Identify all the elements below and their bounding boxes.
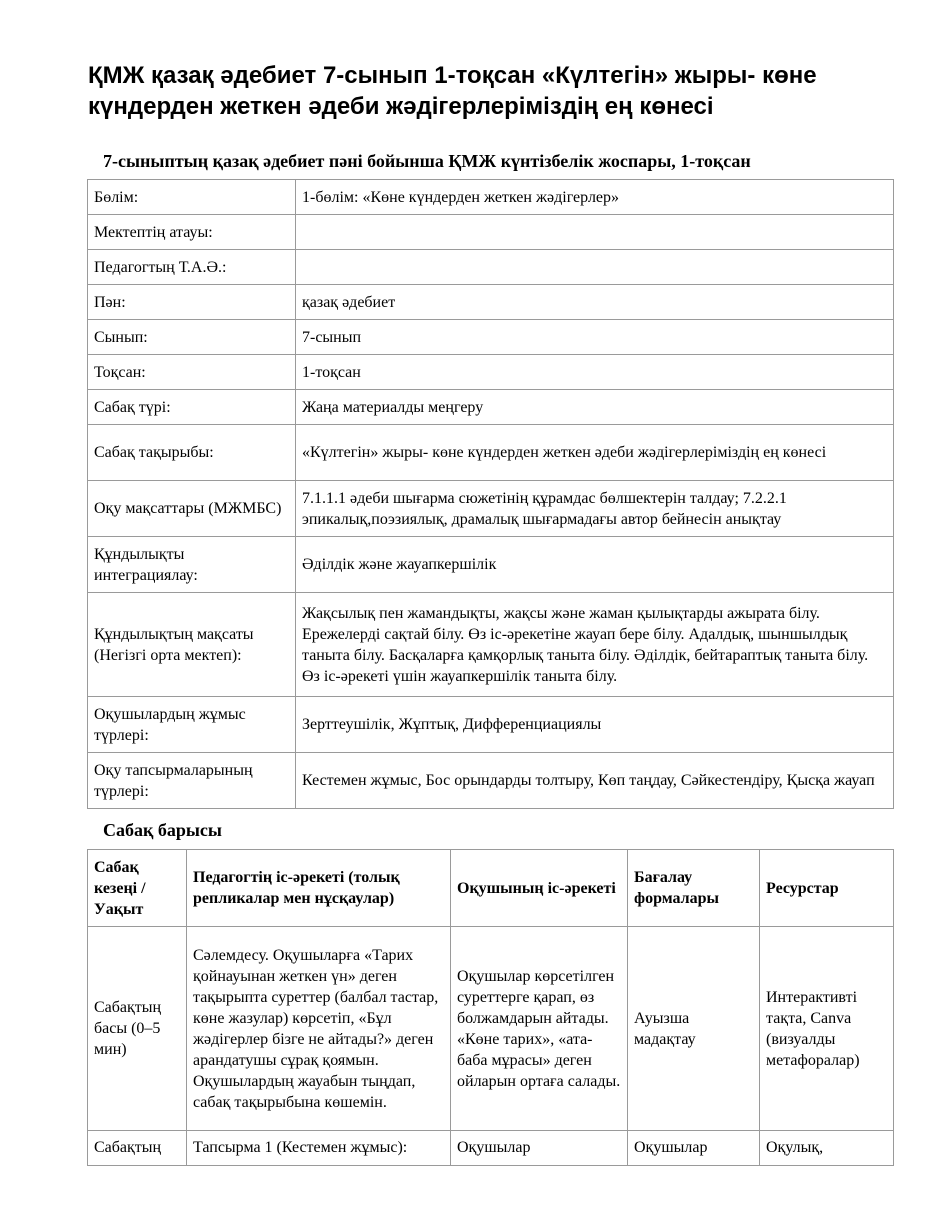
- lesson-header-cell: Оқушының іс-әрекеті: [451, 850, 628, 927]
- info-label: Оқушылардың жұмыс түрлері:: [88, 697, 296, 753]
- lesson-cell: Оқулық,: [760, 1131, 894, 1166]
- info-row: [88, 355, 894, 390]
- lesson-cell: Ауызша мадақтау: [628, 927, 760, 1131]
- info-label: Сабақ түрі:: [88, 390, 296, 425]
- info-row: [88, 481, 894, 537]
- info-row: [88, 593, 894, 697]
- lesson-header-cell: Сабақ кезеңі / Уақыт: [88, 850, 187, 927]
- lesson-header-cell: Ресурстар: [760, 850, 894, 927]
- info-row: [88, 180, 894, 215]
- lesson-cell: Оқушылар: [451, 1131, 628, 1166]
- info-label: Тоқсан:: [88, 355, 296, 390]
- info-value: 7.1.1.1 әдеби шығарма сюжетінің құрамдас бөлшектерін талдау; 7.2.2.1 эпикалық,поэзиялық, драмалық шығармадағы автор бейнесін анықтау: [296, 481, 894, 537]
- info-label: Мектептің атауы:: [88, 215, 296, 250]
- info-value: 1-бөлім: «Көне күндерден жеткен жәдігерлер»: [296, 180, 894, 215]
- info-value: Жаңа материалды меңгеру: [296, 390, 894, 425]
- info-value: Әділдік және жауапкершілік: [296, 537, 894, 593]
- info-label: Сабақ тақырыбы:: [88, 425, 296, 481]
- info-row: [88, 537, 894, 593]
- lesson-table: [87, 849, 894, 1166]
- info-value: [296, 215, 894, 250]
- info-value: 7-сынып: [296, 320, 894, 355]
- plan-heading: 7-сыныптың қазақ әдебиет пәні бойынша ҚМЖ күнтізбелік жоспары, 1-тоқсан: [103, 151, 751, 171]
- lesson-header-cell: Бағалау формалары: [628, 850, 760, 927]
- lesson-header-row: [88, 850, 894, 927]
- info-row: [88, 697, 894, 753]
- lesson-cell: Оқушылар көрсетілген суреттерге қарап, өз болжамдарын айтады. «Көне тарих», «ата-баба мұрасы» деген ойларын ортаға салады.: [451, 927, 628, 1131]
- info-value: Зерттеушілік, Жұптық, Дифференциациялы: [296, 697, 894, 753]
- info-row: [88, 320, 894, 355]
- info-label: Құндылықты интеграциялау:: [88, 537, 296, 593]
- info-row: [88, 753, 894, 809]
- info-row: [88, 390, 894, 425]
- lesson-cell: Сәлемдесу. Оқушыларға «Тарих қойнауынан жеткен үн» деген тақырыпта суреттер (балбал тастар, көне жазулар) көрсетіп, «Бұл жәдігерлер бізге не айтады?» деген арандатушы сұрақ қоямын. Оқушылардың жауабын тыңдап, сабақ тақырыбына көшемін.: [187, 927, 451, 1131]
- info-row: [88, 250, 894, 285]
- info-value: Жақсылық пен жамандықты, жақсы және жаман қылықтарды ажырата білу. Ережелерді сақтай білу. Өз іс-әрекетіне жауап бере білу. Адалдық, шыншылдық таныта білу. Басқаларға қамқорлық таныта білу. Әділдік, бейтараптық таныта білу. Өз іс-әрекеті үшін жауапкершілік таныта білу.: [296, 593, 894, 697]
- lesson-row: [88, 927, 894, 1131]
- info-row: [88, 285, 894, 320]
- info-value: «Күлтегін» жыры- көне күндерден жеткен әдеби жәдігерлеріміздің ең көнесі: [296, 425, 894, 481]
- info-value: Кестемен жұмыс, Бос орындарды толтыру, Көп таңдау, Сәйкестендіру, Қысқа жауап: [296, 753, 894, 809]
- lesson-cell: Интерактивті тақта, Canva (визуалды метафоралар): [760, 927, 894, 1131]
- lesson-cell: Тапсырма 1 (Кестемен жұмыс):: [187, 1131, 451, 1166]
- lesson-cell: Оқушылар: [628, 1131, 760, 1166]
- lesson-cell: Сабақтың: [88, 1131, 187, 1166]
- info-row: [88, 215, 894, 250]
- info-label: Пән:: [88, 285, 296, 320]
- lesson-row: [88, 1131, 894, 1166]
- lesson-heading: Сабақ барысы: [103, 820, 222, 840]
- info-value: [296, 250, 894, 285]
- info-label: Оқу мақсаттары (МЖМБС): [88, 481, 296, 537]
- document-title: ҚМЖ қазақ әдебиет 7-сынып 1-тоқсан «Күлтегін» жыры- көне күндерден жеткен әдеби жәдігерлеріміздің ең көнесі: [88, 62, 817, 120]
- lesson-header-cell: Педагогтің іс-әрекеті (толық репликалар мен нұсқаулар): [187, 850, 451, 927]
- info-value: қазақ әдебиет: [296, 285, 894, 320]
- info-row: [88, 425, 894, 481]
- lesson-cell: Сабақтың басы (0–5 мин): [88, 927, 187, 1131]
- info-label: Бөлім:: [88, 180, 296, 215]
- info-label: Сынып:: [88, 320, 296, 355]
- info-label: Оқу тапсырмаларының түрлері:: [88, 753, 296, 809]
- info-table: [87, 179, 894, 809]
- info-label: Педагогтың Т.А.Ә.:: [88, 250, 296, 285]
- info-label: Құндылықтың мақсаты (Негізгі орта мектеп):: [88, 593, 296, 697]
- info-value: 1-тоқсан: [296, 355, 894, 390]
